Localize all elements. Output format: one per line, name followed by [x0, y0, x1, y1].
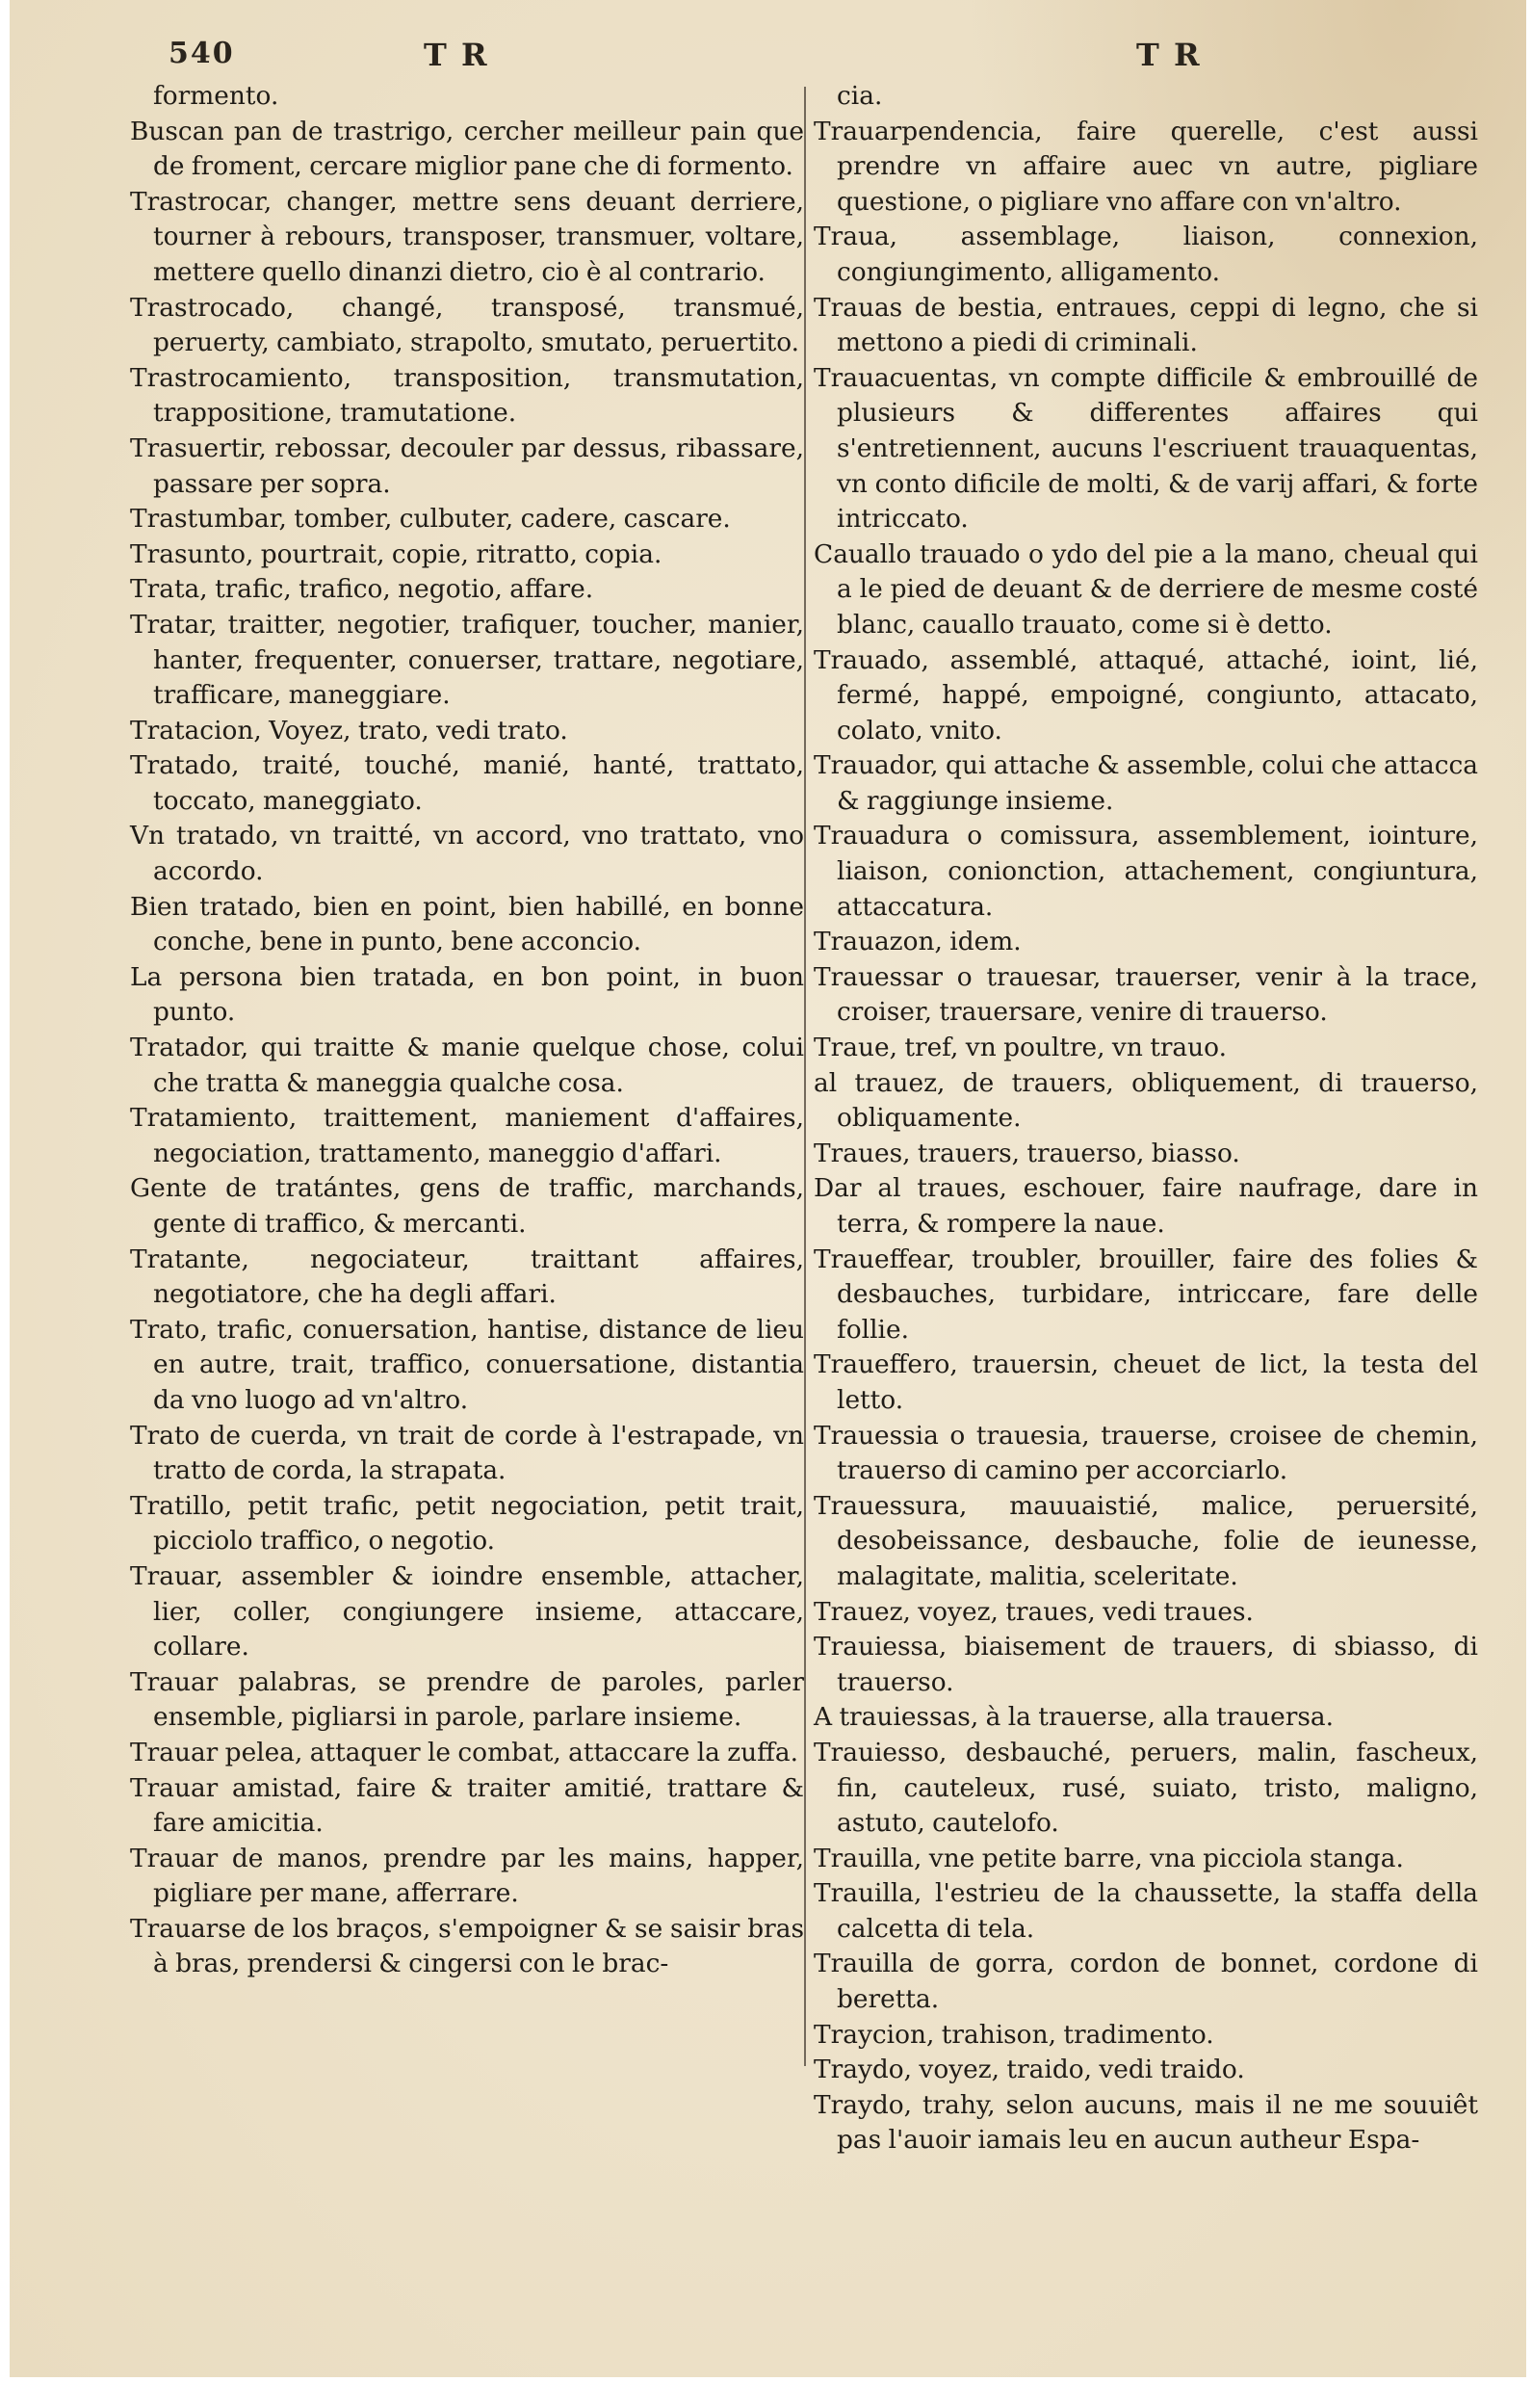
right-column [814, 79, 1478, 2159]
dictionary-entry: Traueffero, trauersin, cheuet de lict, la testa del letto. [814, 1349, 1478, 1415]
dictionary-entry: al trauez, de trauers, obliquement, di trauerso, obliquamente. [814, 1067, 1478, 1134]
dictionary-entry: Trauessar o trauesar, trauerser, venir à la trace, croiser, trauersare, venire di trauerso. [814, 961, 1478, 1028]
dictionary-entry: Tratante, negociateur, traittant affaires, negotiatore, che ha degli affari. [130, 1243, 804, 1310]
dictionary-entry: Buscan pan de trastrigo, cercher meilleur pain que de froment, cercare miglior pane che di formento. [130, 116, 804, 182]
dictionary-entry: Trastrocar, changer, mettre sens deuant derriere, tourner à rebours, transposer, transmuer, voltare, mettere quello dinanzi dietro, cio è al contrario. [130, 186, 804, 287]
left-running-head: T R [424, 37, 489, 73]
dictionary-entry: Trastrocado, changé, transposé, transmué, peruerty, cambiato, strapolto, smutato, peruertito. [130, 292, 804, 358]
dictionary-entry: Traydo, trahy, selon aucuns, mais il ne me souuiêt pas l'auoir iamais leu en aucun autheur Espa- [814, 2089, 1478, 2156]
dictionary-entry: Trato de cuerda, vn trait de corde à l'estrapade, vn tratto de corda, la strapata. [130, 1420, 804, 1486]
dictionary-entry: Trauessia o trauesia, trauerse, croisee de chemin, trauerso di camino per accorciarlo. [814, 1420, 1478, 1486]
dictionary-entry: Trastrocamiento, transposition, transmutation, trappositione, tramutatione. [130, 362, 804, 429]
dictionary-entry: La persona bien tratada, en bon point, in buon punto. [130, 961, 804, 1028]
dictionary-entry: Trauar pelea, attaquer le combat, attaccare la zuffa. [130, 1737, 799, 1767]
dictionary-entry: Tratar, traitter, negotier, trafiquer, toucher, manier, hanter, frequenter, conuerser, trattare, negotiare, trafficare, maneggiare. [130, 609, 804, 711]
dictionary-entry: Tratado, traité, touché, manié, hanté, trattato, toccato, maneggiato. [130, 750, 804, 816]
dictionary-entry: Cauallo trauado o ydo del pie a la mano, cheual qui a le pied de deuant & de derriere de mesme costé blanc, cauallo trauato, come si è detto. [814, 538, 1478, 640]
dictionary-entry: Bien tratado, bien en point, bien habillé, en bonne conche, bene in punto, bene acconcio. [130, 891, 804, 957]
dictionary-entry: Tratamiento, traittement, maniement d'affaires, negociation, trattamento, maneggio d'affari. [130, 1103, 804, 1168]
dictionary-entry: Tratillo, petit trafic, petit negociation, petit trait, picciolo traffico, o negotio. [130, 1490, 804, 1557]
dictionary-entry: Traua, assemblage, liaison, connexion, congiungimento, alligamento. [814, 222, 1478, 287]
dictionary-entry: Traycion, trahison, tradimento. [814, 2019, 1214, 2050]
column-divider [804, 87, 806, 2066]
dictionary-entry: formento. [153, 81, 279, 111]
dictionary-entry: Trauar de manos, prendre par les mains, happer, pigliare per mane, afferrare. [130, 1843, 804, 1909]
dictionary-entry: Trauarpendencia, faire querelle, c'est aussi prendre vn affaire auec vn autre, pigliare questione, o pigliare vno affare con vn'altro. [814, 116, 1478, 217]
dictionary-entry: Trauar amistad, faire & traiter amitié, trattare & fare amicitia. [130, 1772, 804, 1839]
dictionary-entry: Trauilla, vne petite barre, vna picciola stanga. [814, 1843, 1404, 1873]
dictionary-entry: Gente de tratántes, gens de traffic, marchands, gente di traffico, & mercanti. [130, 1173, 804, 1239]
dictionary-entry: Trauar, assembler & ioindre ensemble, attacher, lier, coller, congiungere insieme, attaccare, collare. [130, 1560, 804, 1662]
dictionary-entry: Traueffear, troubler, brouiller, faire des folies & desbauches, turbidare, intriccare, fare delle follie. [814, 1243, 1478, 1345]
dictionary-entry: Trauessura, mauuaistié, malice, peruersité, desobeissance, desbauche, folie de ieunesse, malagitate, malitia, sceleritate. [814, 1490, 1478, 1591]
dictionary-entry: Trauado, assemblé, attaqué, attaché, ioint, lié, fermé, happé, empoigné, congiunto, attacato, colato, vnito. [814, 644, 1478, 746]
dictionary-entry: Trauiesso, desbauché, peruers, malin, fascheux, fin, cauteleux, rusé, suiato, tristo, maligno, astuto, cautelofo. [814, 1737, 1478, 1839]
dictionary-entry: Trastumbar, tomber, culbuter, cadere, cascare. [130, 504, 731, 535]
dictionary-entry: A trauiessas, à la trauerse, alla trauersa. [814, 1702, 1334, 1733]
dictionary-entry: Tratacion, Voyez, trato, vedi trato. [130, 715, 568, 746]
dictionary-entry: Trauilla de gorra, cordon de bonnet, cordone di beretta. [814, 1949, 1478, 2015]
dictionary-entry: Trasuertir, rebossar, decouler par dessus, ribassare, passare per sopra. [130, 432, 804, 499]
page-number: 540 [169, 37, 235, 70]
dictionary-entry: Trato, trafic, conuersation, hantise, distance de lieu en autre, trait, traffico, conuersatione, distantia da vno luogo ad vn'altro. [130, 1314, 804, 1415]
dictionary-entry: cia. [837, 81, 883, 111]
dictionary-entry: Vn tratado, vn traitté, vn accord, vno trattato, vno accordo. [130, 821, 804, 887]
dictionary-entry: Traydo, voyez, traido, vedi traido. [814, 2055, 1245, 2085]
dictionary-entry: Traues, trauers, trauerso, biasso. [814, 1138, 1240, 1168]
dictionary-entry: Trauacuentas, vn compte difficile & embrouillé de plusieurs & differentes affaires qui s'entretiennent, aucuns l'escriuent trauaquentas, vn conto dificile de molti, & de varij affari, & forte intriccato. [814, 362, 1478, 535]
dictionary-entry: Tratador, qui traitte & manie quelque chose, colui che tratta & maneggia qualche cosa. [130, 1033, 804, 1098]
dictionary-entry: Trauarse de los braços, s'empoigner & se saisir bras à bras, prendersi & cingersi con le brac- [130, 1913, 804, 1979]
left-column [130, 79, 804, 1982]
dictionary-entry: Trata, trafic, trafico, negotio, affare. [130, 574, 594, 605]
dictionary-entry: Trauadura o comissura, assemblement, iointure, liaison, conionction, attachement, congiuntura, attaccatura. [814, 821, 1478, 922]
dictionary-entry: Trauazon, idem. [814, 927, 1022, 957]
dictionary-entry: Trauar palabras, se prendre de paroles, parler ensemble, pigliarsi in parole, parlare insieme. [130, 1666, 804, 1733]
dictionary-entry: Dar al traues, eschouer, faire naufrage, dare in terra, & rompere la naue. [814, 1173, 1478, 1239]
right-running-head: T R [1136, 37, 1202, 73]
dictionary-page [10, 0, 1526, 2377]
dictionary-entry: Trasunto, pourtrait, copie, ritratto, copia. [130, 538, 662, 569]
dictionary-entry: Trauas de bestia, entraues, ceppi di legno, che si mettono a piedi di criminali. [814, 292, 1478, 358]
dictionary-entry: Trauilla, l'estrieu de la chaussette, la staffa della calcetta di tela. [814, 1878, 1478, 1944]
dictionary-entry: Trauiessa, biaisement de trauers, di sbiasso, di trauerso. [814, 1632, 1478, 1697]
dictionary-entry: Traue, tref, vn poultre, vn trauo. [814, 1033, 1227, 1063]
dictionary-entry: Trauador, qui attache & assemble, colui che attacca & raggiunge insieme. [814, 750, 1478, 816]
dictionary-entry: Trauez, voyez, traues, vedi traues. [814, 1596, 1254, 1627]
